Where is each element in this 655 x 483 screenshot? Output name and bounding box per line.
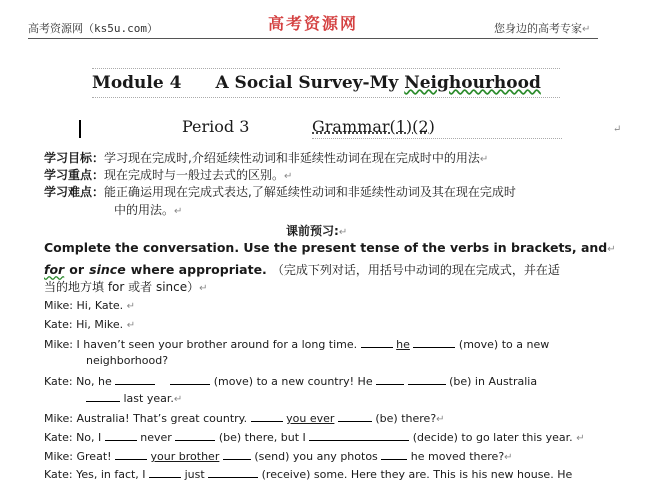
title-top-rule [92, 68, 560, 69]
grammar-label: Grammar(1)(2) ↵ [312, 117, 622, 136]
answer-blank[interactable] [381, 449, 407, 460]
dialogue-line-4-cont: last year.↵ [86, 391, 182, 405]
instruction-line-2: for or since where appropriate. （完成下列对话，用括号中动词的现在完成式，并在适 [44, 262, 560, 277]
answer-blank[interactable] [115, 449, 147, 460]
preview-heading: 课前预习:↵ [286, 224, 348, 238]
dialogue-line-2: Kate: Hi, Mike. ↵ [44, 318, 136, 331]
dialogue-line-6: Kate: No, I never (be) there, but I (decide) to go later this year. ↵ [44, 431, 585, 444]
answer-blank[interactable] [338, 411, 372, 422]
header-rule [28, 38, 598, 39]
answer-blank[interactable] [86, 391, 120, 402]
answer-blank[interactable] [361, 337, 393, 348]
answer-blank[interactable] [115, 374, 155, 385]
objective-line-3: 学习难点：能正确运用现在完成式表达,了解延续性动词和非延续性动词及其在现在完成时 [44, 185, 516, 199]
dialogue-line-7: Mike: Great! your brother (send) you any photos he moved there?↵ [44, 450, 513, 463]
header-logo: 高考资源网 [268, 14, 359, 33]
answer-blank[interactable] [413, 337, 455, 348]
answer-blank[interactable] [170, 374, 210, 385]
answer-blank[interactable] [408, 374, 446, 385]
header-right-text: 您身边的高考专家↵ [494, 22, 591, 35]
answer-blank[interactable] [208, 467, 258, 478]
objective-line-2: 学习重点：现在完成时与一般过去式的区别。↵ [44, 168, 293, 182]
module-name: A Social Survey-My Neighourhood [215, 73, 541, 93]
objective-line-1: 学习目标：学习现在完成时,介绍延续性动词和非延续性动词在现在完成时中的用法↵ [44, 151, 489, 165]
dialogue-line-1: Mike: Hi, Kate. ↵ [44, 299, 136, 312]
dialogue-line-4: Kate: No, he (move) to a new country! He (be) in Australia [44, 375, 538, 388]
grammar-underline [312, 138, 562, 139]
objective-line-3-cont: 中的用法。↵ [114, 203, 183, 217]
answer-blank[interactable] [251, 411, 283, 422]
answer-blank[interactable] [309, 430, 409, 441]
dialogue-line-8: Kate: Yes, in fact, I just (receive) some. Here they are. This is his new house. He [44, 468, 573, 481]
instruction-line-3: 当的地方填 for 或者 since）↵ [44, 280, 208, 294]
module-title: Module 4 A Social Survey-My Neighourhood [92, 73, 541, 93]
text-cursor [79, 120, 81, 138]
answer-blank[interactable] [175, 430, 215, 441]
dialogue-line-5: Mike: Australia! That’s great country. you ever (be) there?↵ [44, 412, 445, 425]
answer-blank[interactable] [105, 430, 137, 441]
period-label: Period 3 [182, 117, 250, 136]
misspelled-word: Neighourhood [404, 73, 541, 93]
dialogue-line-3-cont: neighborhood? [86, 354, 169, 367]
instruction-line-1: Complete the conversation. Use the present tense of the verbs in brackets, and↵ [44, 240, 616, 255]
answer-blank[interactable] [376, 374, 404, 385]
header-left-text: 高考资源网（ks5u.com） [28, 22, 158, 35]
paragraph-mark-icon: ↵ [612, 124, 622, 135]
answer-blank[interactable] [149, 467, 181, 478]
answer-blank[interactable] [223, 449, 251, 460]
paragraph-mark-icon: ↵ [582, 24, 591, 35]
dialogue-line-3: Mike: I haven’t seen your brother around for a long time. he (move) to a new [44, 338, 550, 351]
title-bottom-rule [92, 97, 560, 98]
